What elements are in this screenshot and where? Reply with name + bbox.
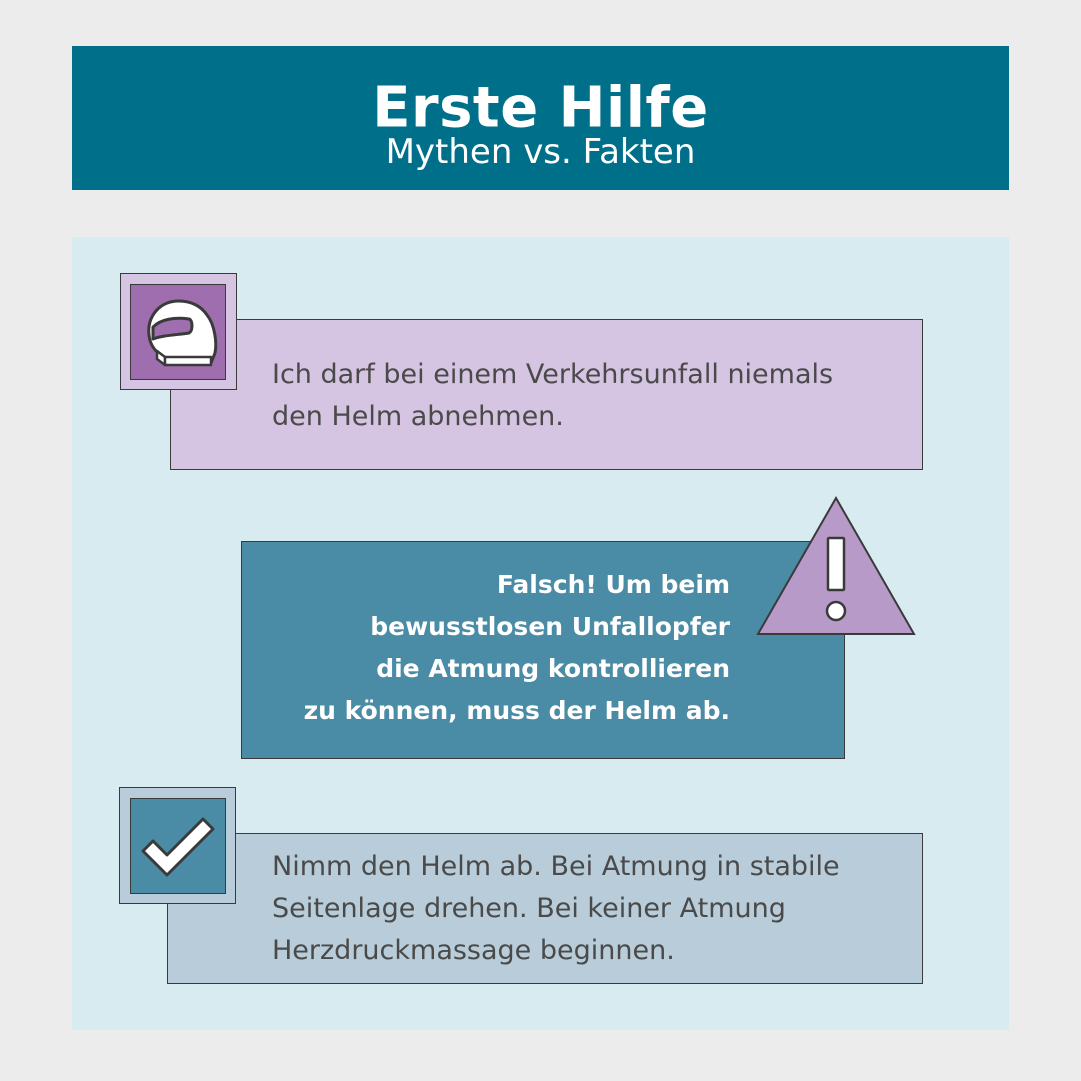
fact-line: Nimm den Helm ab. Bei Atmung in stabile	[272, 851, 840, 882]
helmet-icon	[131, 285, 227, 381]
fact-text	[272, 846, 840, 972]
checkmark-icon	[131, 799, 227, 895]
fact-line: Herzdruckmassage beginnen.	[272, 935, 675, 966]
fact-icon-tile	[130, 798, 226, 894]
myth-text	[272, 354, 833, 438]
page-subtitle: Mythen vs. Fakten	[385, 132, 696, 172]
correction-line: bewusstlosen Unfallopfer	[370, 612, 730, 641]
header-banner	[72, 46, 1009, 190]
warning-icon	[756, 496, 916, 636]
myth-line: Ich darf bei einem Verkehrsunfall niemals	[272, 359, 834, 390]
myth-icon-tile	[130, 284, 226, 380]
correction-line: zu können, muss der Helm ab.	[303, 696, 730, 725]
page-title: Erste Hilfe	[372, 75, 709, 141]
fact-line: Seitenlage drehen. Bei keiner Atmung	[272, 893, 786, 924]
correction-text	[270, 564, 730, 732]
correction-line: die Atmung kontrollieren	[376, 654, 730, 683]
correction-line: Falsch! Um beim	[496, 570, 730, 599]
myth-line: den Helm abnehmen.	[272, 401, 564, 432]
